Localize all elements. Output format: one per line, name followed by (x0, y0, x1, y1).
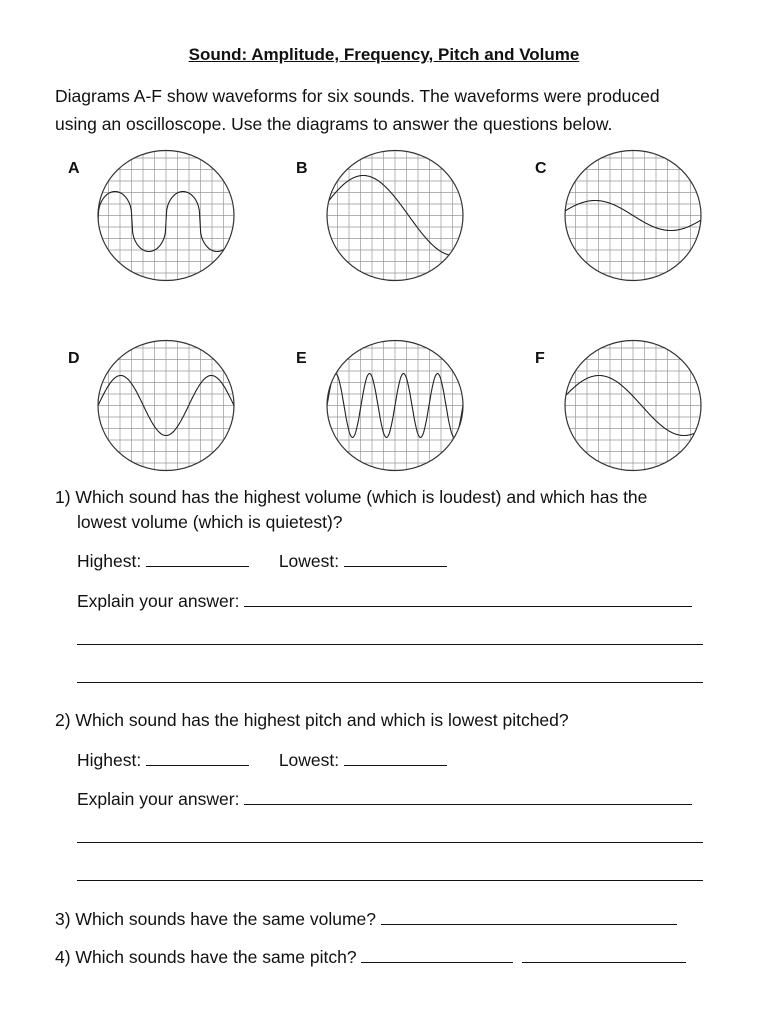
intro-line-1: Diagrams A-F show waveforms for six sounds. The waveforms were produced (55, 86, 660, 106)
explain-label: Explain your answer: (77, 789, 240, 809)
diagram-label-d: D (68, 350, 80, 367)
answer-blank-q4-second[interactable] (522, 946, 686, 963)
answer-blank-q1-explain[interactable] (244, 590, 692, 607)
diagram-label-e: E (296, 350, 307, 367)
question-4-text: 4) Which sounds have the same pitch? (55, 947, 357, 967)
answer-blank-q2-line-2[interactable] (77, 864, 703, 881)
question-1-explain-row (77, 590, 692, 612)
answer-blank-q1-lowest[interactable] (344, 550, 447, 567)
answer-blank-q1-line-1[interactable] (77, 628, 703, 645)
diagram-label-a: A (68, 160, 80, 177)
oscilloscope-diagram-a (96, 148, 236, 283)
oscilloscope-diagram-f (563, 338, 703, 473)
question-1-line-1: 1) Which sound has the highest volume (which is loudest) and which has the (55, 487, 648, 507)
worksheet-title: Sound: Amplitude, Frequency, Pitch and Volume (188, 45, 580, 64)
oscilloscope-diagram-c (563, 148, 703, 283)
diagram-label-f: F (535, 350, 545, 367)
question-1-extra-line-1 (77, 628, 703, 650)
question-3-text: 3) Which sounds have the same volume? (55, 909, 376, 929)
answer-blank-q2-explain[interactable] (244, 788, 692, 805)
oscilloscope-diagram-e (325, 338, 465, 473)
answer-blank-q2-highest[interactable] (146, 749, 249, 766)
question-1-extra-line-2 (77, 666, 703, 688)
question-4-row (55, 946, 686, 968)
question-2-extra-line-1 (77, 826, 703, 848)
diagram-label-c: C (535, 160, 547, 177)
intro-line-2: using an oscilloscope. Use the diagrams to answer the questions below. (55, 114, 613, 134)
answer-blank-q2-line-1[interactable] (77, 826, 703, 843)
lowest-label: Lowest: (278, 750, 340, 770)
oscilloscope-diagram-b (325, 148, 465, 283)
highest-label: Highest: (77, 750, 142, 770)
answer-blank-q1-highest[interactable] (146, 550, 249, 567)
highest-label: Highest: (77, 551, 142, 571)
question-2-extra-line-2 (77, 864, 703, 886)
question-1-highest-row (77, 550, 447, 572)
intro-text (55, 82, 735, 138)
answer-blank-q2-lowest[interactable] (344, 749, 447, 766)
answer-blank-q4-first[interactable] (361, 946, 513, 963)
oscilloscope-diagram-d (96, 338, 236, 473)
question-2-explain-row (77, 788, 692, 810)
lowest-label: Lowest: (278, 551, 340, 571)
question-2-highest-row (77, 749, 447, 771)
answer-blank-q3[interactable] (381, 908, 677, 925)
question-1-line-2: lowest volume (which is quietest)? (77, 512, 343, 532)
question-2-line-1: 2) Which sound has the highest pitch and which is lowest pitched? (55, 710, 569, 730)
question-3-row (55, 908, 677, 930)
diagram-label-b: B (296, 160, 308, 177)
explain-label: Explain your answer: (77, 591, 240, 611)
answer-blank-q1-line-2[interactable] (77, 666, 703, 683)
